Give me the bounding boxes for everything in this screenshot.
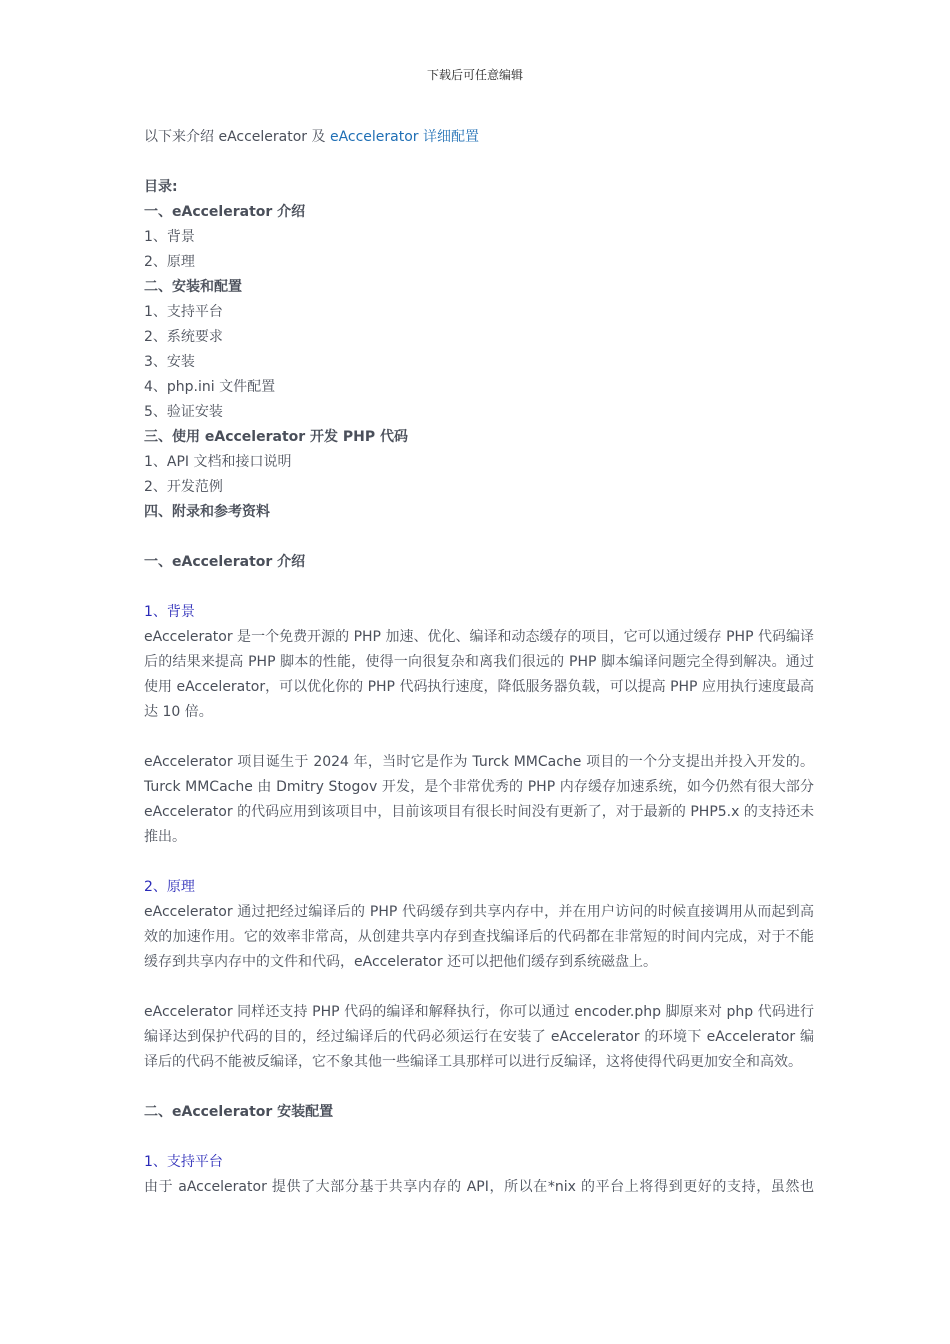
toc-item: 1、背景	[144, 229, 195, 245]
toc-item: 2、开发范例	[144, 479, 223, 495]
intro-line	[144, 125, 814, 150]
principle-paragraph-2: eAccelerator 同样还支持 PHP 代码的编译和解释执行，你可以通过 encoder.php 脚原来对 php 代码进行编译达到保护代码的目的，经过编译后的代码必须运行在安装了 eAccelerator 的环境下 eAccelerator 编译后的代码不能被反编译，它不象其他一些编译工具那样可以进行反编译，这将使得代码更加安全和高效。	[144, 1004, 814, 1070]
section1-heading: 一、eAccelerator 介绍	[144, 554, 306, 570]
toc-list	[144, 200, 814, 525]
section2-sub1-heading: 1、支持平台	[144, 1154, 223, 1170]
toc-item: 5、验证安装	[144, 404, 223, 420]
toc-label: 目录:	[144, 179, 178, 195]
document-body	[144, 125, 814, 1200]
toc-item: 四、附录和参考资料	[144, 504, 270, 520]
toc-item: 3、安装	[144, 354, 195, 370]
toc-item: 1、API 文档和接口说明	[144, 454, 292, 470]
toc-item: 二、安装和配置	[144, 279, 242, 295]
intro-text: 以下来介绍 eAccelerator 及	[144, 129, 330, 145]
toc-item: 1、支持平台	[144, 304, 223, 320]
page-header: 下载后可任意编辑	[426, 68, 523, 82]
section2-heading: 二、eAccelerator 安装配置	[144, 1104, 334, 1120]
toc-item: 2、系统要求	[144, 329, 223, 345]
section1-sub1-heading: 1、背景	[144, 604, 195, 620]
table-of-contents	[144, 175, 814, 525]
background-paragraph-1: eAccelerator 是一个免费开源的 PHP 加速、优化、编译和动态缓存的项目，它可以通过缓存 PHP 代码编译后的结果来提高 PHP 脚本的性能，使得一向很复杂和离我们很远的 PHP 脚本编译问题完全得到解决。通过使用 eAccelerator，可以优化你的 PHP 代码执行速度，降低服务器负载，可以提高 PHP 应用执行速度最高达 10 倍。	[144, 629, 814, 720]
section1-sub2-heading: 2、原理	[144, 879, 195, 895]
toc-item: 三、使用 eAccelerator 开发 PHP 代码	[144, 429, 409, 445]
platform-paragraph-1: 由于 aAccelerator 提供了大部分基于共享内存的 API，所以在*nix 的平台上将得到更好的支持，虽然也	[144, 1179, 814, 1195]
toc-item: 一、eAccelerator 介绍	[144, 204, 306, 220]
toc-item: 2、原理	[144, 254, 195, 270]
principle-paragraph-1: eAccelerator 通过把经过编译后的 PHP 代码缓存到共享内存中，并在用户访问的时候直接调用从而起到高效的加速作用。它的效率非常高，从创建共享内存到查找编译后的代码都在非常短的时间内完成，对于不能缓存到共享内存中的文件和代码，eAccelerator 还可以把他们缓存到系统磁盘上。	[144, 904, 814, 970]
intro-link[interactable]: eAccelerator 详细配置	[329, 129, 480, 145]
toc-item: 4、php.ini 文件配置	[144, 379, 276, 395]
background-paragraph-2: eAccelerator 项目诞生于 2024 年，当时它是作为 Turck MMCache 项目的一个分支提出并投入开发的。 Turck MMCache 由 Dmitry Stogov 开发，是个非常优秀的 PHP 内存缓存加速系统，如今仍然有很大部分 eAccelerator 的代码应用到该项目中，目前该项目有很长时间没有更新了，对于最新的 PHP5.x 的支持还未推出。	[144, 754, 814, 845]
